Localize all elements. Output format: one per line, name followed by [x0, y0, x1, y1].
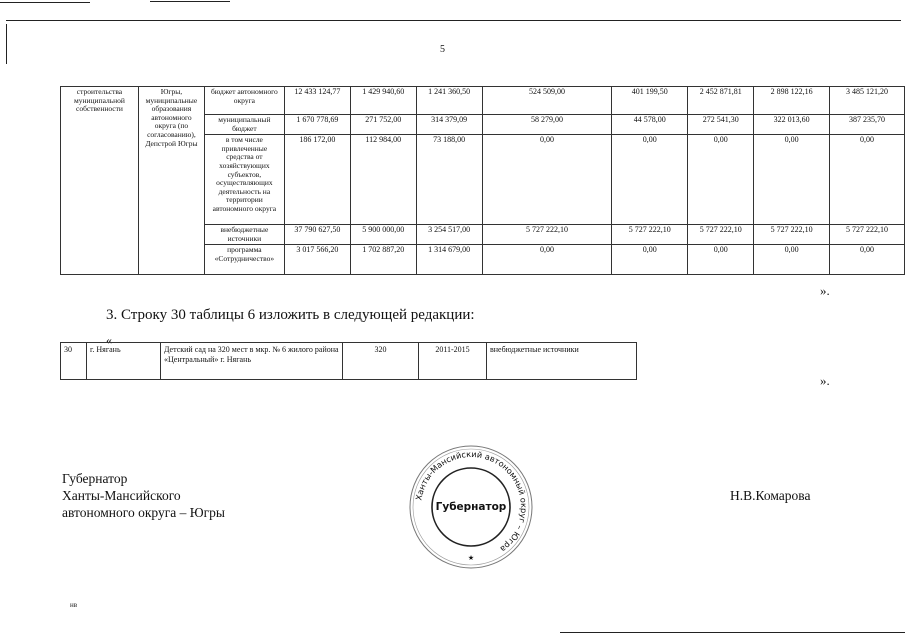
scan-edge-bottom: [560, 632, 905, 633]
table-cell: Югры, муниципальные образования автономного округа (по согласованию), Депстрой Югры: [138, 87, 204, 275]
table-cell: 12 433 124,77: [284, 87, 350, 115]
footer-note: нв: [70, 601, 78, 609]
scan-edge-left: [6, 24, 7, 64]
table-cell: 1 429 940,60: [350, 87, 416, 115]
table-cell: 5 727 222,10: [482, 225, 612, 245]
signatory-name: Н.В.Комарова: [730, 488, 811, 503]
table-cell: 3 017 566,20: [284, 245, 350, 275]
table-cell: 112 984,00: [350, 135, 416, 225]
table-cell: 272 541,30: [688, 115, 754, 135]
budget-table: [60, 86, 905, 275]
table-cell: 1 241 360,50: [416, 87, 482, 115]
table-cell: муниципальный бюджет: [204, 115, 284, 135]
table-cell: 37 790 627,50: [284, 225, 350, 245]
table-cell: 30: [61, 343, 87, 380]
table-cell: строительства муниципальной собственности: [61, 87, 139, 275]
table-cell: 2011-2015: [419, 343, 487, 380]
table-cell: 1 702 887,20: [350, 245, 416, 275]
table-cell: 58 279,00: [482, 115, 612, 135]
table-cell: 387 235,70: [830, 115, 905, 135]
seal-star-icon: ★: [467, 554, 475, 562]
table-cell: 0,00: [612, 245, 688, 275]
scan-edge-top-left: [0, 2, 90, 3]
official-seal: [406, 444, 536, 570]
table-cell: бюджет автономного округа: [204, 87, 284, 115]
table-cell: г. Нягань: [87, 343, 161, 380]
table-cell: 322 013,60: [754, 115, 830, 135]
table-cell: 320: [343, 343, 419, 380]
seal-center-text: Губернатор: [435, 501, 507, 513]
table-cell: 5 727 222,10: [612, 225, 688, 245]
table-cell: программа «Сотрудничество»: [204, 245, 284, 275]
table-cell: 0,00: [830, 245, 905, 275]
table-cell: внебюджетные источники: [204, 225, 284, 245]
table-cell: 73 188,00: [416, 135, 482, 225]
table-cell: 0,00: [754, 135, 830, 225]
table-cell: 3 485 121,20: [830, 87, 905, 115]
signatory-line-2: Ханты-Мансийского: [62, 488, 181, 503]
signatory-line-1: Губернатор: [62, 471, 128, 486]
table-cell: 2 898 122,16: [754, 87, 830, 115]
table-cell: внебюджетные источники: [487, 343, 637, 380]
table-cell: в том числе привлеченные средства от хозяйствующих субъектов, осуществляющих деятельность на территории автономного округа: [204, 135, 284, 225]
table-cell: 401 199,50: [612, 87, 688, 115]
closing-quote-2: ».: [820, 373, 830, 388]
section-heading: 3. Строку 30 таблицы 6 изложить в следующей редакции:: [106, 307, 475, 323]
page-number: 5: [440, 44, 445, 55]
table-cell: 44 578,00: [612, 115, 688, 135]
table-cell: 186 172,00: [284, 135, 350, 225]
table-row: [61, 343, 637, 380]
table-cell: 5 727 222,10: [688, 225, 754, 245]
table-cell: 0,00: [482, 245, 612, 275]
table-cell: 314 379,09: [416, 115, 482, 135]
table-row: [61, 87, 905, 115]
table-cell: 5 727 222,10: [754, 225, 830, 245]
table-cell: 5 727 222,10: [830, 225, 905, 245]
table-cell: 0,00: [482, 135, 612, 225]
table-cell: 2 452 871,81: [688, 87, 754, 115]
scan-edge-frame: [6, 20, 901, 21]
scan-edge-top-mid: [150, 1, 230, 2]
table-cell: 1 314 679,00: [416, 245, 482, 275]
table-cell: 0,00: [688, 135, 754, 225]
table-cell: 271 752,00: [350, 115, 416, 135]
opening-quote: «: [106, 333, 112, 347]
closing-quote-1: ».: [820, 283, 830, 298]
table-cell: 3 254 517,00: [416, 225, 482, 245]
seal-ring-text: Ханты-Мансийский автономный округ – Югра: [413, 448, 530, 555]
table-cell: 0,00: [830, 135, 905, 225]
table-cell: 524 509,00: [482, 87, 612, 115]
table-cell: Детский сад на 320 мест в мкр. № 6 жилого района «Центральный» г. Нягань: [161, 343, 343, 380]
table-cell: 1 670 778,69: [284, 115, 350, 135]
table-cell: 0,00: [754, 245, 830, 275]
signatory-title: [62, 470, 225, 521]
table-cell: 5 900 000,00: [350, 225, 416, 245]
table-cell: 0,00: [612, 135, 688, 225]
row-30-table: [60, 342, 637, 380]
signatory-line-3: автономного округа – Югры: [62, 505, 225, 520]
table-cell: 0,00: [688, 245, 754, 275]
